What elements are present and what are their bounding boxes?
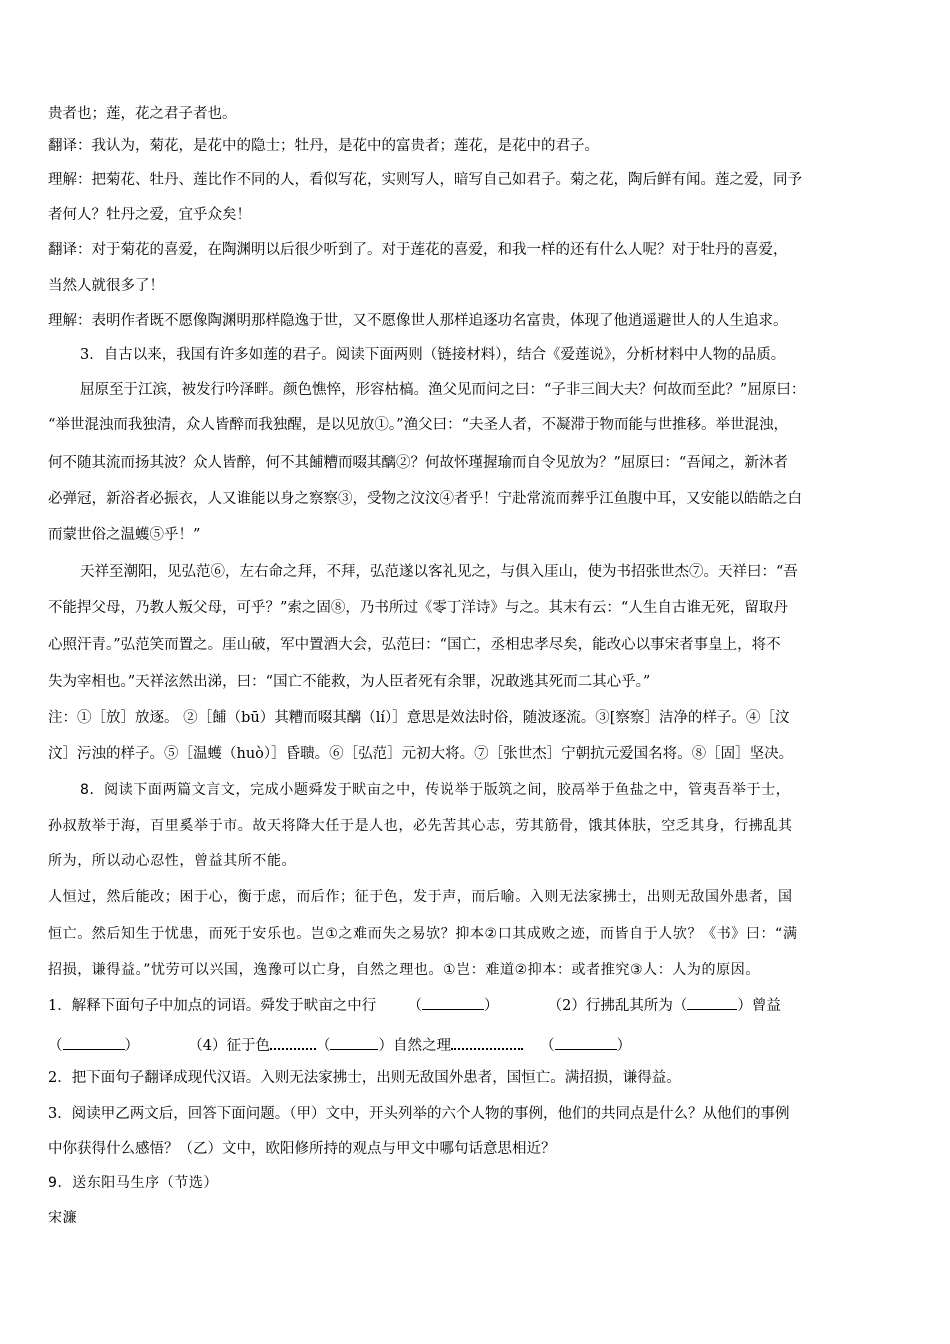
paren: （ <box>540 1038 555 1054</box>
passage-line: 天祥至潮阳，见弘范⑥，左右命之拜，不拜，弘范遂以客礼见之，与俱入厓山，使为书招张世杰⑦。天祥曰：“吾 <box>80 564 798 580</box>
note-line: 注：①［放］放逐。 ②［餔（bū）其糟而啜其醨（lí）］意思是效法时俗，随波逐流。③[察察］洁净的样子。④［汶 <box>48 710 790 726</box>
paren: （ <box>315 1038 331 1054</box>
question-2: 2．把下面句子翻译成现代汉语。入则无法家拂士，出则无敌国外患者，国恒亡。满招损，谦得益。 <box>48 1070 681 1086</box>
text-line: 贵者也；莲，花之君子者也。 <box>48 106 237 122</box>
q1-sub-4: （4）征于色 <box>188 1038 270 1054</box>
answer-blank[interactable] <box>555 1035 617 1050</box>
question-3: 3．阅读甲乙两文后，回答下面问题。（甲）文中，开头列举的六个人物的事例，他们的共同点是什么？从他们的事例 <box>48 1106 790 1122</box>
paren: （ <box>48 1038 63 1054</box>
paren: ） <box>124 1038 139 1054</box>
answer-blank[interactable] <box>63 1035 125 1050</box>
passage-line: “举世混浊而我独清，众人皆醉而我独醒，是以见放①。”渔父曰：“夫圣人者，不凝滞于物而能与世推移。举世混浊， <box>48 417 788 433</box>
passage-line: 失为宰相也。”天祥泫然出涕，曰：“国亡不能救，为人臣者死有余罪，况敢逃其死而二其心乎。” <box>48 674 651 690</box>
text-line: 翻译：对于菊花的喜爱，在陶渊明以后很少听到了。对于莲花的喜爱，和我一样的还有什么人呢？对于牡丹的喜爱， <box>48 242 788 258</box>
q1-sub-2: （2）行拂乱其所为（ <box>547 998 688 1014</box>
question-1-line <box>48 995 914 1016</box>
passage-line: 何不随其流而扬其波？众人皆醉，何不其餔糟而啜其醨②？何故怀瑾握瑜而自令见放为？”屈原曰：“吾闻之，新沐者 <box>48 455 788 471</box>
passage-line: 屈原至于江滨，被发行吟泽畔。颜色憔悴，形容枯槁。渔父见而问之曰：“子非三闾大夫？何故而至此？”屈原曰： <box>80 382 806 398</box>
q1-sub-5: ）自然之理 <box>378 1038 451 1054</box>
text-line: 者何人？牡丹之爱，宜乎众矣！ <box>48 207 251 223</box>
text-line: 理解：表明作者既不愿像陶渊明那样隐逸于世，又不愿像世人那样追逐功名富贵，体现了他逍遥避世人的人生追求。 <box>48 313 788 329</box>
paren: ） <box>616 1038 632 1054</box>
passage-line: 招损，谦得益。”忧劳可以兴国，逸豫可以亡身，自然之理也。①岂：难道②抑本：或者推究③人：人为的原因。 <box>48 962 760 978</box>
text-line: 翻译：我认为，菊花，是花中的隐士；牡丹，是花中的富贵者；莲花，是花中的君子。 <box>48 138 599 154</box>
paren: （ <box>407 998 422 1014</box>
passage-line: 心照汗青。”弘范笑而置之。厓山破，军中置酒大会，弘范曰：“国亡，丞相忠孝尽矣，能改心以事宋者事皇上，将不 <box>48 637 781 653</box>
emphasis-dots <box>270 1032 316 1050</box>
passage-line: 人恒过，然后能改；困于心，衡于虑，而后作；征于色，发于声，而后喻。入则无法家拂士，出则无敌国外患者，国 <box>48 889 793 905</box>
answer-blank[interactable] <box>422 995 484 1010</box>
note-line: 汶］污浊的样子。⑤［温蠖（huò）］昏聩。⑥［弘范］元初大将。⑦［张世杰］宁朝抗元爱国名将。⑧［固］坚决。 <box>48 746 794 762</box>
question-3-cont: 中你获得什么感悟？（乙）文中，欧阳修所持的观点与甲文中哪句话意思相近？ <box>48 1141 556 1157</box>
q1-text: 1．解释下面句子中加点的词语。舜发于畎亩之中行 <box>48 998 377 1014</box>
passage-line: 不能捍父母，乃教人叛父母，可乎？”索之固⑧，乃书所过《零丁洋诗》与之。其末有云：“人生自古谁无死，留取丹 <box>48 600 788 616</box>
passage-line: 孙叔敖举于海，百里奚举于市。故天将降大任于是人也，必先苦其心志，劳其筋骨，饿其体肤，空乏其身，行拂乱其 <box>48 818 793 834</box>
passage-line: 恒亡。然后知生于忧患，而死于安乐也。岂①之难而失之易欤？抑本②口其成败之迹，而皆自于人欤？《书》曰：“满 <box>48 926 798 942</box>
answer-blank[interactable] <box>330 1035 378 1050</box>
text-line: 理解：把菊花、牡丹、莲比作不同的人，看似写花，实则写人，暗写自己如君子。菊之花，陶后鲜有闻。莲之爱，同予 <box>48 172 802 188</box>
question-8: 8．阅读下面两篇文言文，完成小题舜发于畎亩之中，传说举于版筑之间，胶鬲举于鱼盐之中，管夷吾举于士， <box>80 782 791 798</box>
question-3: 3．自古以来，我国有许多如莲的君子。阅读下面两则（链接材料），结合《爱莲说》，分析材料中人物的品质。 <box>80 347 786 363</box>
passage-line: 所为，所以动心忍性，曾益其所不能。 <box>48 853 297 869</box>
passage-line: 必弹冠，新浴者必振衣，人又谁能以身之察察③，受物之汶汶④者乎！宁赴常流而葬乎江鱼腹中耳，又安能以皓皓之白 <box>48 491 802 507</box>
q1-sub-2-tail: ）曾益 <box>737 998 781 1014</box>
emphasis-dots <box>451 1032 523 1050</box>
answer-blank[interactable] <box>687 995 737 1010</box>
question-9: 9．送东阳马生序（节选） <box>48 1175 219 1191</box>
passage-line: 而蒙世俗之温蠖⑤乎！” <box>48 527 201 543</box>
text-line: 当然人就很多了！ <box>48 278 164 294</box>
question-1-line-2 <box>48 1032 914 1056</box>
paren: ） <box>483 998 499 1014</box>
author: 宋濂 <box>48 1210 78 1226</box>
